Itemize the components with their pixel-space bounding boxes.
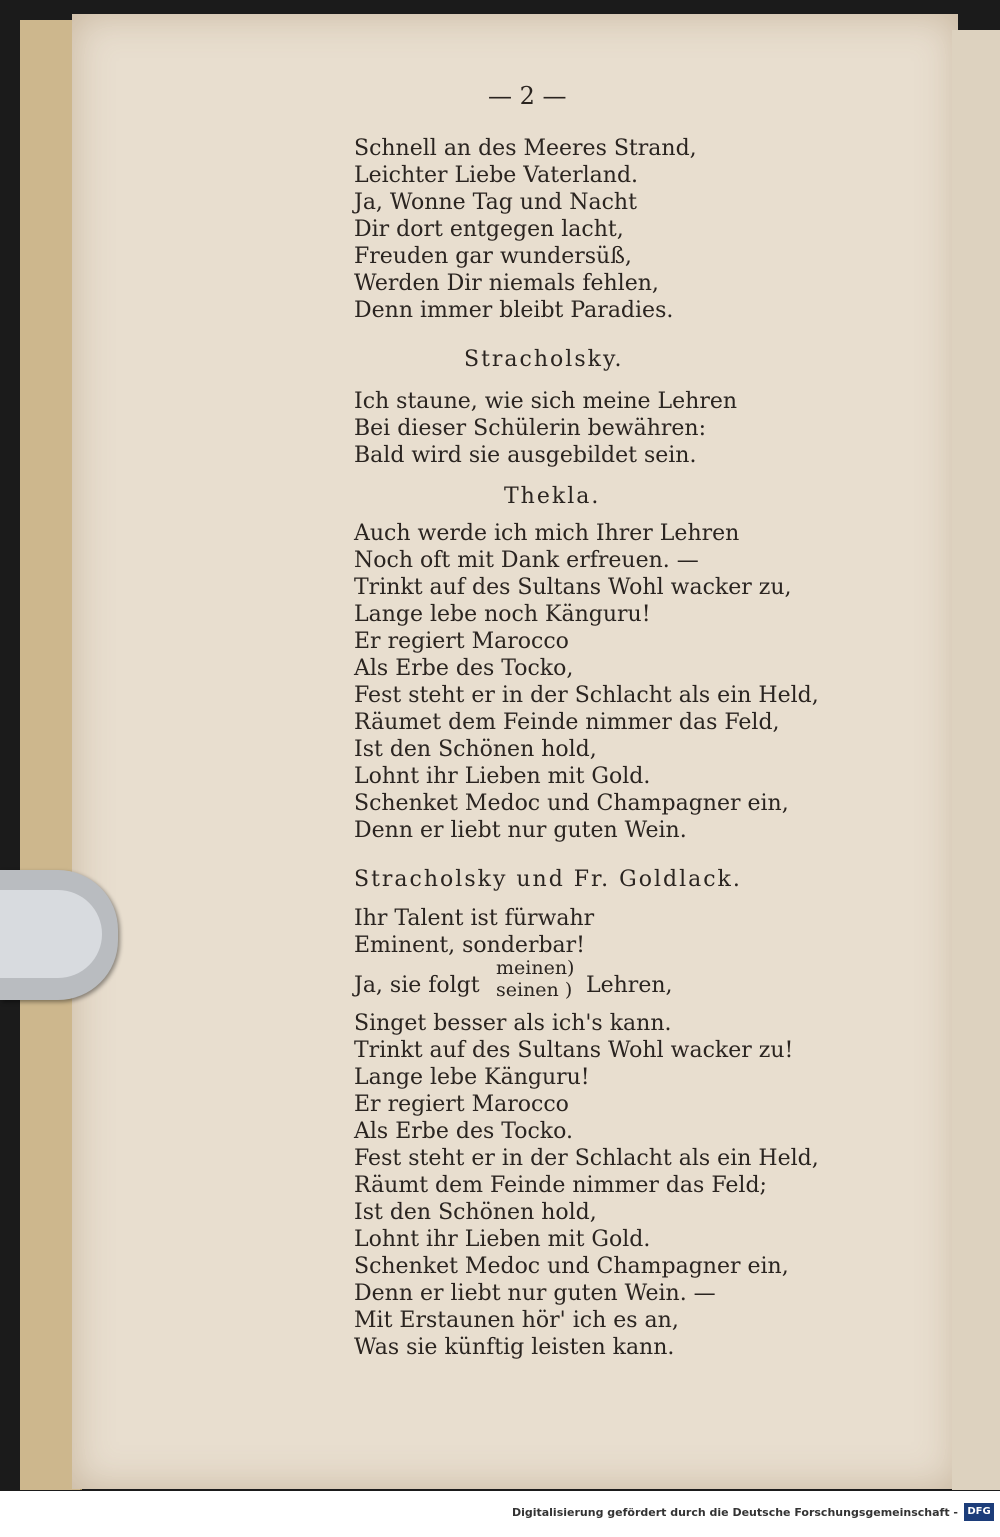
verse-line: Lohnt ihr Lieben mit Gold.: [354, 764, 651, 789]
verse-line: Dir dort entgegen lacht,: [354, 217, 624, 242]
footer-bar: [0, 1491, 1000, 1537]
next-page-edge: [952, 30, 1000, 1490]
verse-line: Ja, Wonne Tag und Nacht: [354, 190, 637, 215]
verse-line: Denn immer bleibt Paradies.: [354, 298, 674, 323]
verse-line: Auch werde ich mich Ihrer Lehren: [354, 521, 740, 546]
verse-line: Ihr Talent ist fürwahr: [354, 906, 595, 931]
speaker-name: Stracholsky und Fr. Goldlack.: [354, 867, 742, 892]
split-suffix: Lehren,: [586, 973, 673, 998]
verse-line: Lange lebe noch Känguru!: [354, 602, 651, 627]
verse-line: Eminent, sonderbar!: [354, 933, 586, 958]
verse-line: Räumt dem Feinde nimmer das Feld;: [354, 1173, 767, 1198]
page-clip-icon: [0, 870, 118, 1000]
verse-line: Mit Erstaunen hör' ich es an,: [354, 1308, 679, 1333]
verse-line: Leichter Liebe Vaterland.: [354, 163, 639, 188]
page-number: — 2 —: [488, 82, 567, 110]
verse-line: Er regiert Marocco: [354, 629, 569, 654]
verse-line: Räumet dem Feinde nimmer das Feld,: [354, 710, 780, 735]
verse-line: Freuden gar wundersüß,: [354, 244, 632, 269]
verse-line: Bei dieser Schülerin bewähren:: [354, 416, 707, 441]
verse-line: Als Erbe des Tocko,: [354, 656, 574, 681]
verse-line: Denn er liebt nur guten Wein. —: [354, 1281, 716, 1306]
verse-line: Er regiert Marocco: [354, 1092, 569, 1117]
split-upper: meinen): [496, 957, 575, 979]
verse-line: Was sie künftig leisten kann.: [354, 1335, 675, 1360]
split-lower: seinen ): [496, 979, 573, 1001]
verse-line: Ist den Schönen hold,: [354, 737, 597, 762]
split-verse-line: [354, 972, 480, 999]
split-alternatives: [496, 957, 574, 1001]
dfg-logo: DFG: [964, 1503, 994, 1521]
verse-line: Lohnt ihr Lieben mit Gold.: [354, 1227, 651, 1252]
verse-line: Fest steht er in der Schlacht als ein Held,: [354, 1146, 819, 1171]
verse-line: Trinkt auf des Sultans Wohl wacker zu,: [354, 575, 792, 600]
verse-line: Als Erbe des Tocko.: [354, 1119, 573, 1144]
verse-line: Ich staune, wie sich meine Lehren: [354, 389, 738, 414]
speaker-name: Stracholsky.: [464, 347, 624, 372]
verse-line: Bald wird sie ausgebildet sein.: [354, 443, 697, 468]
verse-line: Denn er liebt nur guten Wein.: [354, 818, 687, 843]
verse-line: Schenket Medoc und Champagner ein,: [354, 791, 789, 816]
split-prefix: Ja, sie folgt: [354, 973, 480, 998]
verse-line: Ist den Schönen hold,: [354, 1200, 597, 1225]
verse-line: Schenket Medoc und Champagner ein,: [354, 1254, 789, 1279]
verse-line: Werden Dir niemals fehlen,: [354, 271, 659, 296]
speaker-name: Thekla.: [504, 484, 601, 509]
funding-credit: Digitalisierung gefördert durch die Deutsche Forschungsgemeinschaft -: [511, 1506, 958, 1519]
verse-line: Schnell an des Meeres Strand,: [354, 136, 697, 161]
verse-line: Lange lebe Känguru!: [354, 1065, 590, 1090]
verse-line: Noch oft mit Dank erfreuen. —: [354, 548, 699, 573]
verse-line: Trinkt auf des Sultans Wohl wacker zu!: [354, 1038, 794, 1063]
verse-line: Fest steht er in der Schlacht als ein Held,: [354, 683, 819, 708]
verse-line: Singet besser als ich's kann.: [354, 1011, 672, 1036]
